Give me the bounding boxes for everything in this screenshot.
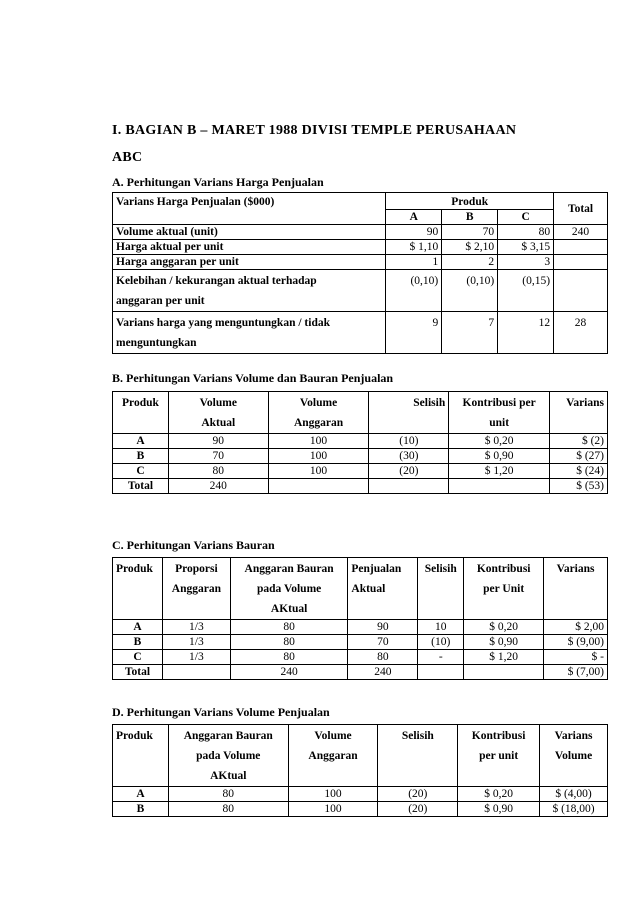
table-row — [113, 665, 608, 680]
table-cell: 80 — [230, 650, 348, 665]
table-cell: 3 — [498, 255, 554, 270]
table-cell: 28 — [554, 312, 608, 354]
table-cell: 1/3 — [162, 620, 230, 635]
table-cell: $ 0,20 — [458, 787, 540, 802]
table-cell — [554, 240, 608, 255]
table-row — [113, 270, 608, 312]
table-row — [113, 787, 608, 802]
column-header-line: Selisih — [401, 730, 434, 742]
column-header — [348, 558, 418, 620]
table-cell: $ (53) — [550, 479, 608, 494]
column-header-line — [116, 599, 159, 619]
column-header-line — [372, 413, 445, 433]
column-header-line — [116, 766, 165, 786]
row-label: B — [113, 449, 169, 464]
column-header — [268, 392, 369, 434]
column-header: Total — [554, 193, 608, 225]
column-header-line: Produk — [116, 563, 153, 575]
column-header-line: Selisih — [424, 563, 457, 575]
column-header-line: Produk — [116, 730, 153, 742]
column-header-line — [166, 599, 227, 619]
column-header-line: unit — [489, 417, 510, 429]
row-label: B — [113, 802, 169, 817]
table-cell: (10) — [418, 635, 464, 650]
table-cell — [554, 255, 608, 270]
column-header-group: Produk — [386, 193, 554, 210]
table-header-row — [113, 392, 608, 434]
table-cell — [418, 665, 464, 680]
table-cell: $ 1,20 — [449, 464, 550, 479]
table-cell: (20) — [378, 787, 458, 802]
column-header-line: AKtual — [270, 603, 308, 615]
row-label-line2: menguntungkan — [116, 337, 197, 349]
table-cell — [449, 479, 550, 494]
column-header-line: Proporsi — [175, 563, 218, 575]
row-label: Total — [113, 665, 163, 680]
table-row — [113, 434, 608, 449]
column-header — [464, 558, 544, 620]
table-cell: $ 1,20 — [464, 650, 544, 665]
section-a-heading: A. Perhitungan Varians Harga Penjualan — [112, 175, 324, 189]
column-header — [540, 725, 608, 787]
table-cell: 12 — [498, 312, 554, 354]
column-header-line — [116, 746, 165, 766]
table-cell: $ 0,90 — [449, 449, 550, 464]
table-cell: 100 — [268, 449, 369, 464]
table-cell: 80 — [168, 787, 288, 802]
table-cell: 9 — [386, 312, 442, 354]
column-header-line: Volume — [314, 730, 352, 742]
column-header-line: Volume — [554, 750, 593, 762]
column-header-line: Kontribusi — [476, 563, 531, 575]
row-label-line1: Kelebihan / kekurangan aktual terhadap — [116, 275, 317, 287]
column-header-line: Anggaran — [293, 417, 344, 429]
column-header — [168, 392, 268, 434]
table-cell: $ 2,00 — [544, 620, 608, 635]
column-header-line: Aktual — [351, 583, 386, 595]
column-header: A — [386, 210, 442, 225]
table-cell: 100 — [288, 802, 378, 817]
table-row — [113, 620, 608, 635]
table-cell: 80 — [168, 464, 268, 479]
table-cell: 70 — [442, 225, 498, 240]
table-cell: 10 — [418, 620, 464, 635]
table-cell: $ (7,00) — [544, 665, 608, 680]
column-header-line: Volume — [199, 397, 237, 409]
column-header — [418, 558, 464, 620]
table-cell: (30) — [369, 449, 449, 464]
column-header-line — [351, 599, 414, 619]
column-header-line: Anggaran — [308, 750, 358, 762]
column-header — [378, 725, 458, 787]
column-header-line: Varians — [554, 730, 593, 742]
column-header-line — [547, 599, 604, 619]
column-header-line — [421, 579, 460, 599]
row-label: C — [113, 464, 169, 479]
table-cell: (10) — [369, 434, 449, 449]
document-title-line1: I. BAGIAN B – MARET 1988 DIVISI TEMPLE PERUSAHAAN — [112, 123, 517, 138]
row-label: B — [113, 635, 163, 650]
document-title-line2: ABC — [112, 150, 143, 165]
table-cell: $ - — [544, 650, 608, 665]
section-b-heading: B. Perhitungan Varians Volume dan Bauran Penjualan — [112, 371, 394, 385]
table-cell: 240 — [168, 479, 268, 494]
row-label: Harga anggaran per unit — [113, 255, 386, 270]
table-cell: $ 0,90 — [458, 802, 540, 817]
column-header — [550, 392, 608, 434]
row-label — [113, 312, 386, 354]
column-header-line — [381, 766, 454, 786]
column-header — [113, 725, 169, 787]
table-cell: 7 — [442, 312, 498, 354]
column-header — [113, 558, 163, 620]
table-cell: $ 0,20 — [449, 434, 550, 449]
column-header-line: per unit — [479, 750, 519, 762]
column-header: Varians Harga Penjualan ($000) — [113, 193, 386, 225]
table-row — [113, 255, 608, 270]
column-header — [458, 725, 540, 787]
column-header-line — [461, 766, 536, 786]
table-cell: 80 — [348, 650, 418, 665]
column-header-line — [543, 766, 604, 786]
table-row — [113, 802, 608, 817]
row-label — [113, 270, 386, 312]
row-label: A — [113, 434, 169, 449]
column-header-line: Kontribusi per — [462, 397, 536, 409]
table-cell: (0,10) — [442, 270, 498, 312]
table-row — [113, 240, 608, 255]
table-cell: $ 2,10 — [442, 240, 498, 255]
table-cell — [554, 270, 608, 312]
column-header-line — [547, 579, 604, 599]
row-label: Total — [113, 479, 169, 494]
column-header-line: Kontribusi — [471, 730, 526, 742]
column-header — [168, 725, 288, 787]
column-header-line: Anggaran Bauran — [244, 563, 334, 575]
table-cell: 70 — [348, 635, 418, 650]
column-header-line: pada Volume — [257, 583, 322, 595]
column-header-line: Anggaran — [171, 583, 221, 595]
table-row — [113, 449, 608, 464]
table-row — [113, 225, 608, 240]
table-cell: 100 — [268, 464, 369, 479]
table-cell: $ (27) — [550, 449, 608, 464]
row-label: C — [113, 650, 163, 665]
column-header-line: per Unit — [483, 583, 525, 595]
table-cell: 70 — [168, 449, 268, 464]
table-cell: 80 — [230, 620, 348, 635]
column-header-line: Aktual — [201, 417, 236, 429]
column-header: B — [442, 210, 498, 225]
row-label: A — [113, 620, 163, 635]
column-header-line — [381, 746, 454, 766]
table-cell: 80 — [498, 225, 554, 240]
table-cell: 240 — [230, 665, 348, 680]
table-row — [113, 650, 608, 665]
row-label-line2: anggaran per unit — [116, 295, 205, 307]
column-header — [544, 558, 608, 620]
table-row — [113, 312, 608, 354]
table-cell: 100 — [268, 434, 369, 449]
table-header-row — [113, 725, 608, 787]
table-cell: $ (4,00) — [540, 787, 608, 802]
column-header-line: AKtual — [210, 770, 247, 782]
column-header — [162, 558, 230, 620]
row-label: Volume aktual (unit) — [113, 225, 386, 240]
table-cell: (20) — [378, 802, 458, 817]
table-cell: $ 1,10 — [386, 240, 442, 255]
table-cell: 1/3 — [162, 650, 230, 665]
column-header-line: pada Volume — [196, 750, 261, 762]
row-label-line1: Varians harga yang menguntungkan / tidak — [116, 317, 330, 329]
section-c-table — [112, 557, 608, 680]
table-cell: 80 — [230, 635, 348, 650]
table-cell: 240 — [348, 665, 418, 680]
table-cell: $ (24) — [550, 464, 608, 479]
column-header — [449, 392, 550, 434]
table-cell: (20) — [369, 464, 449, 479]
column-header — [288, 725, 378, 787]
column-header-line: Varians — [566, 397, 604, 409]
section-d-table — [112, 724, 608, 817]
table-cell: 100 — [288, 787, 378, 802]
table-cell — [464, 665, 544, 680]
table-cell: 80 — [168, 802, 288, 817]
table-row — [113, 635, 608, 650]
section-c-heading: C. Perhitungan Varians Bauran — [112, 538, 275, 552]
table-cell: $ (2) — [550, 434, 608, 449]
column-header — [230, 558, 348, 620]
row-label: A — [113, 787, 169, 802]
column-header — [113, 392, 169, 434]
table-cell: $ (9,00) — [544, 635, 608, 650]
table-cell: $ 0,20 — [464, 620, 544, 635]
column-header-line — [116, 413, 165, 433]
column-header-line — [421, 599, 460, 619]
column-header: C — [498, 210, 554, 225]
table-cell: 90 — [168, 434, 268, 449]
table-row — [113, 464, 608, 479]
column-header-line — [467, 599, 540, 619]
table-cell: 1/3 — [162, 635, 230, 650]
column-header-line — [116, 579, 159, 599]
column-header-line: Selisih — [413, 397, 446, 409]
table-cell: - — [418, 650, 464, 665]
column-header-line: Produk — [122, 397, 159, 409]
table-header-row — [113, 558, 608, 620]
column-header-line: Penjualan — [351, 563, 402, 575]
table-cell: 90 — [348, 620, 418, 635]
table-cell: 90 — [386, 225, 442, 240]
section-d-heading: D. Perhitungan Varians Volume Penjualan — [112, 705, 330, 719]
table-cell: (0,15) — [498, 270, 554, 312]
table-row — [113, 479, 608, 494]
column-header-line — [292, 766, 375, 786]
column-header — [369, 392, 449, 434]
table-cell: 240 — [554, 225, 608, 240]
column-header-line: Varians — [556, 563, 595, 575]
table-cell: $ 0,90 — [464, 635, 544, 650]
section-b-table — [112, 391, 608, 494]
column-header-line: Anggaran Bauran — [183, 730, 273, 742]
table-cell — [268, 479, 369, 494]
table-cell: $ 3,15 — [498, 240, 554, 255]
column-header-line — [553, 413, 604, 433]
table-cell: 2 — [442, 255, 498, 270]
row-label: Harga aktual per unit — [113, 240, 386, 255]
table-cell — [369, 479, 449, 494]
column-header-line: Volume — [299, 397, 338, 409]
table-header-row — [113, 193, 608, 210]
table-cell: $ (18,00) — [540, 802, 608, 817]
section-a-table — [112, 192, 608, 354]
table-cell: 1 — [386, 255, 442, 270]
table-cell: (0,10) — [386, 270, 442, 312]
table-cell — [162, 665, 230, 680]
